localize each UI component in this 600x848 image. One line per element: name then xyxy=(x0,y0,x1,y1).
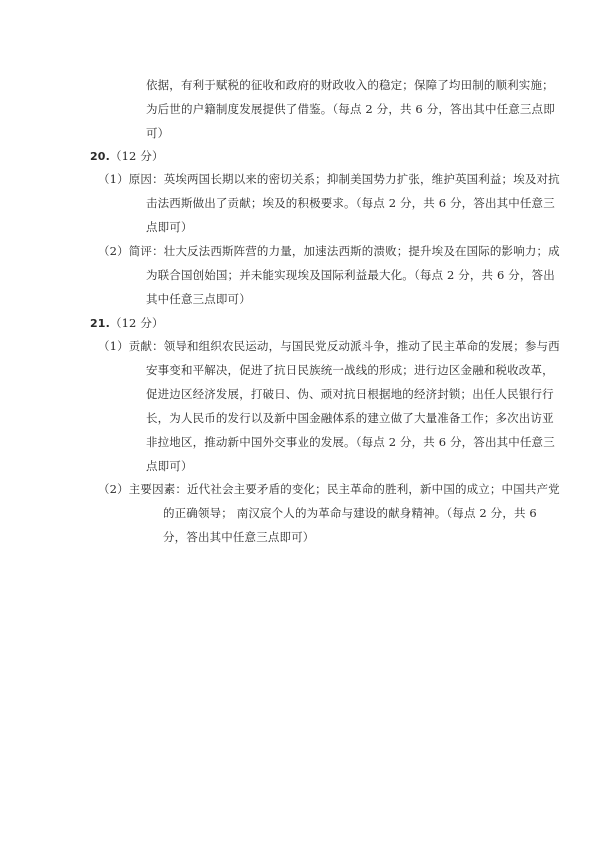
question-20-score: （12 分） xyxy=(109,149,164,163)
q21-part1-line-6: 点即可） xyxy=(146,459,193,473)
carryover-line-2: 为后世的户籍制度发展提供了借鉴。（每点 2 分，共 6 分，答出其中任意三点即 xyxy=(146,102,555,116)
question-21-score: （12 分） xyxy=(109,316,164,330)
q21-part1-line-4: 长，为人民币的发行以及新中国金融体系的建立做了大量准备工作；多次出访亚 xyxy=(146,411,554,425)
q20-part2-line-3: 其中任意三点即可） xyxy=(146,292,251,306)
q20-part2-line-2: 为联合国创始国；并未能实现埃及国际利益最大化。（每点 2 分，共 6 分，答出 xyxy=(146,268,555,282)
q21-part2-line-1: （2）主要因素：近代社会主要矛盾的变化；民主革命的胜利，新中国的成立；中国共产党 xyxy=(98,482,560,496)
carryover-line-1: 依据，有利于赋税的征收和政府的财政收入的稳定；保障了均田制的顺利实施； xyxy=(146,78,554,92)
q20-part1-line-3: 点即可） xyxy=(146,220,193,234)
q20-part2-line-1: （2）简评：壮大反法西斯阵营的力量，加速法西斯的溃败；提升埃及在国际的影响力；成 xyxy=(98,244,560,258)
q21-part1-line-1: （1）贡献：领导和组织农民运动，与国民党反动派斗争，推动了民主革命的发展；参与西 xyxy=(98,339,560,353)
question-21-heading xyxy=(90,315,164,332)
carryover-line-3: 可） xyxy=(146,126,170,140)
q21-part2-line-3: 分，答出其中任意三点即可） xyxy=(163,530,315,544)
q21-part1-line-3: 促进边区经济发展，打破日、伪、顽对抗日根据地的经济封锁；出任人民银行行 xyxy=(146,387,554,401)
question-20-number: 20. xyxy=(90,150,110,163)
q20-part1-line-2: 击法西斯做出了贡献；埃及的积极要求。（每点 2 分，共 6 分，答出其中任意三 xyxy=(146,196,555,210)
q21-part1-line-5: 非拉地区，推动新中国外交事业的发展。（每点 2 分，共 6 分，答出其中任意三 xyxy=(146,435,555,449)
q20-part1-line-1: （1）原因：英埃两国长期以来的密切关系；抑制美国势力扩张，维护英国利益；埃及对抗 xyxy=(98,172,560,186)
q21-part2-line-2: 的正确领导； 南汉宸个人的为革命与建设的献身精神。（每点 2 分，共 6 xyxy=(163,506,537,520)
q21-part1-line-2: 安事变和平解决，促进了抗日民族统一战线的形成；进行边区金融和税收改革， xyxy=(146,363,554,377)
question-20-heading xyxy=(90,148,164,165)
question-21-number: 21. xyxy=(90,317,110,330)
